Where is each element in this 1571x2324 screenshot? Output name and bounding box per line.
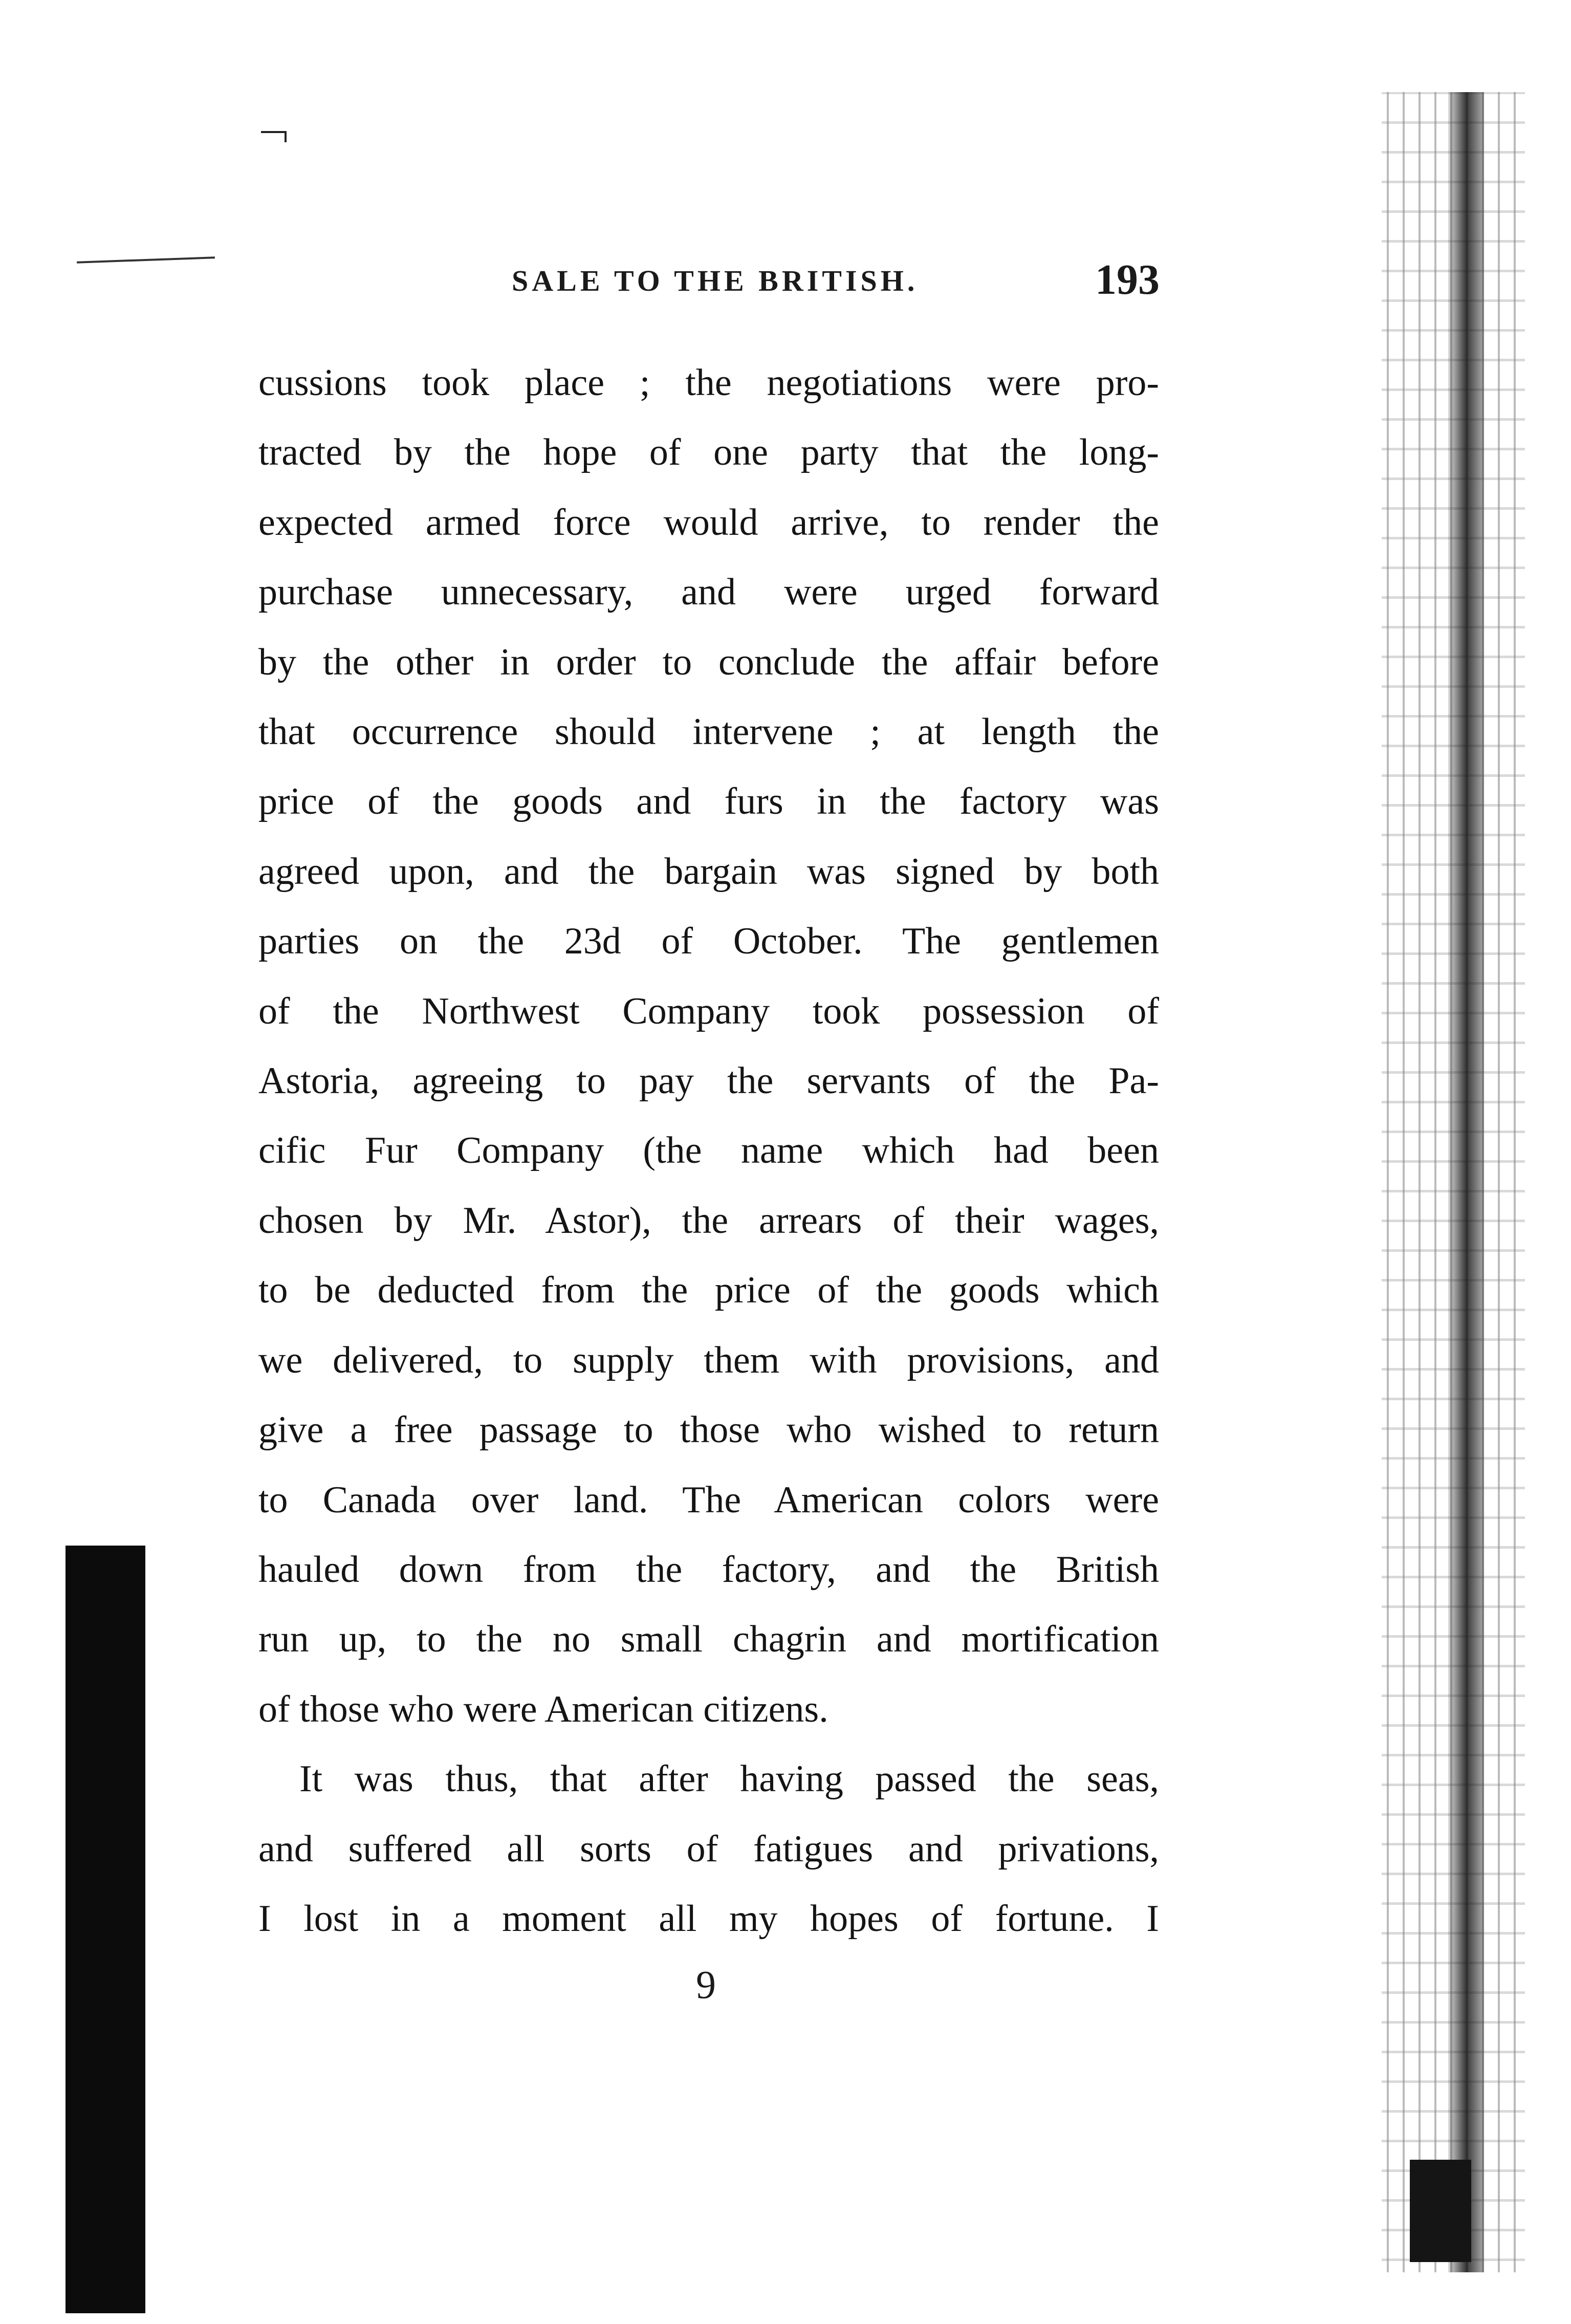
text-line: agreed upon, and the bargain was signed by both [258, 850, 1159, 893]
text-line: hauled down from the factory, and the British [258, 1548, 1159, 1591]
running-head: SALE TO THE BRITISH. [512, 264, 919, 297]
scan-speck-mark [261, 131, 287, 133]
scan-binding-shadow [1448, 92, 1484, 2272]
scan-gutter-shadow [66, 1546, 145, 2313]
text-line: cussions took place ; the negotiations were pro- [258, 362, 1159, 404]
page-number: 193 [1095, 256, 1160, 303]
text-line: tracted by the hope of one party that the long- [258, 431, 1159, 474]
text-line: give a free passage to those who wished to return [258, 1409, 1159, 1451]
text-line: to be deducted from the price of the goods which [258, 1269, 1159, 1312]
text-line: we delivered, to supply them with provisions, and [258, 1339, 1159, 1381]
text-line: purchase unnecessary, and were urged forward [258, 571, 1159, 614]
text-line: of those who were American citizens. [258, 1688, 828, 1730]
text-line: to Canada over land. The American colors were [258, 1479, 1159, 1521]
text-line: chosen by Mr. Astor), the arrears of their wages, [258, 1199, 1159, 1242]
text-line: I lost in a moment all my hopes of fortune. I [258, 1897, 1159, 1940]
signature-mark: 9 [696, 1962, 716, 2007]
text-line: run up, to the no small chagrin and mortification [258, 1618, 1159, 1661]
body-text [258, 348, 1159, 1953]
text-line: expected armed force would arrive, to render the [258, 501, 1159, 544]
text-line: that occurrence should intervene ; at length the [258, 711, 1159, 753]
text-line: and suffered all sorts of fatigues and privations, [258, 1828, 1159, 1870]
paragraph-first-line: It was thus, that after having passed the seas, [299, 1758, 1159, 1800]
text-line: parties on the 23d of October. The gentlemen [258, 920, 1159, 963]
text-line: of the Northwest Company took possession of [258, 990, 1159, 1032]
scan-edge-block [1410, 2160, 1471, 2262]
text-line: Astoria, agreeing to pay the servants of the Pa- [258, 1060, 1159, 1102]
text-line: cific Fur Company (the name which had been [258, 1130, 1159, 1172]
scan-margin-rule [77, 256, 215, 263]
text-line: price of the goods and furs in the factory was [258, 780, 1159, 823]
text-line: by the other in order to conclude the affair before [258, 641, 1159, 683]
